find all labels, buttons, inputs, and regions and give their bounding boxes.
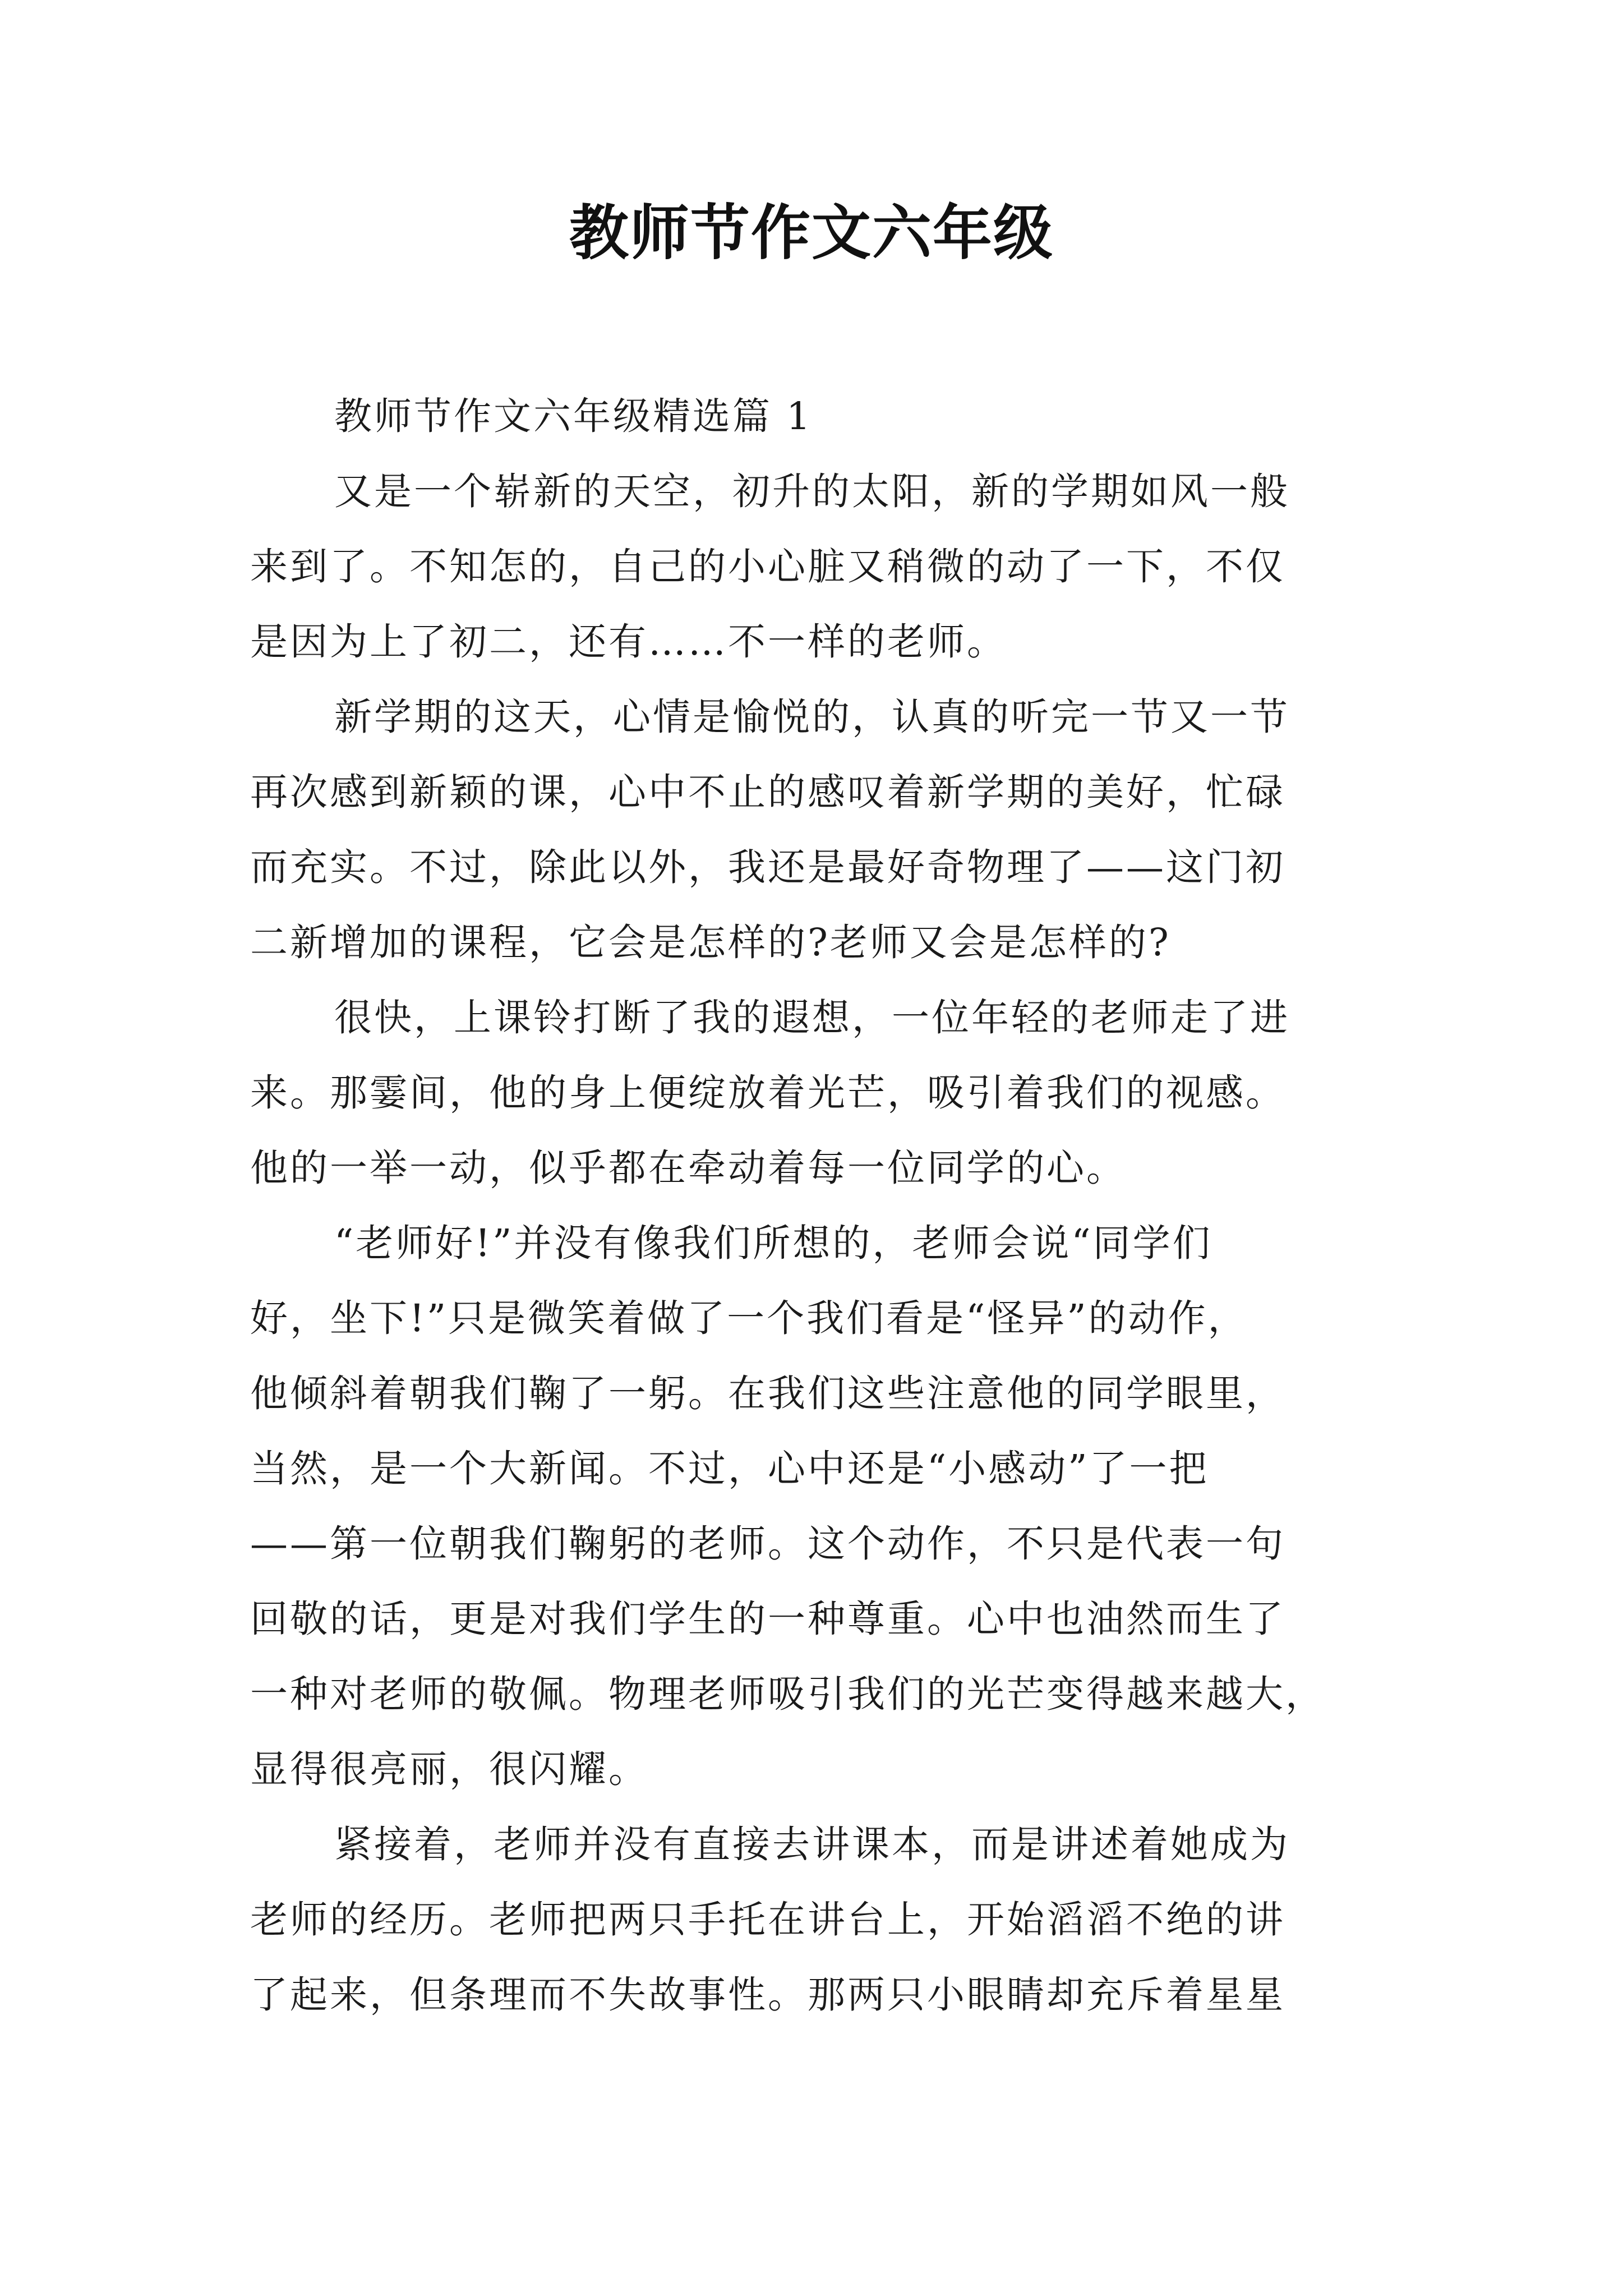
- paragraph-line: 一种对老师的敬佩。物理老师吸引我们的光芒变得越来越大，: [250, 1672, 1325, 1716]
- paragraph-line: 紧接着，老师并没有直接去讲课本，而是讲述着她成为: [334, 1823, 1290, 1866]
- paragraph-line: “老师好!”并没有像我们所想的，老师会说“同学们: [334, 1221, 1212, 1265]
- document-body: [250, 379, 1377, 2032]
- paragraph-line: ——第一位朝我们鞠躬的老师。这个动作，不只是代表一句: [250, 1522, 1285, 1566]
- paragraph-line: 来。那霎间，他的身上便绽放着光芒，吸引着我们的视感。: [250, 1071, 1285, 1115]
- paragraph-line: 而充实。不过，除此以外，我还是最好奇物理了——这门初: [250, 845, 1285, 889]
- paragraph-line: 很快，上课铃打断了我的遐想，一位年轻的老师走了进: [334, 996, 1290, 1039]
- paragraph-line: 了起来，但条理而不失故事性。那两只小眼睛却充斥着星星: [250, 1973, 1285, 2017]
- paragraph-line: 他的一举一动，似乎都在牵动着每一位同学的心。: [250, 1146, 1126, 1190]
- paragraph-line: 当然，是一个大新闻。不过，心中还是“小感动”了一把: [250, 1447, 1209, 1490]
- paragraph-line: 又是一个崭新的天空，初升的太阳，新的学期如风一般: [334, 470, 1290, 513]
- paragraph-line: 再次感到新颖的课，心中不止的感叹着新学期的美好，忙碌: [250, 770, 1285, 814]
- paragraph-line: 好，坐下!”只是微笑着做了一个我们看是“怪异”的动作，: [250, 1296, 1248, 1340]
- section-heading: 教师节作文六年级精选篇 1: [334, 394, 813, 438]
- paragraph-line: 来到了。不知怎的，自己的小心脏又稍微的动了一下，不仅: [250, 545, 1285, 588]
- paragraph-line: 显得很亮丽，很闪耀。: [250, 1747, 648, 1791]
- paragraph-line: 是因为上了初二，还有……不一样的老师。: [250, 620, 1007, 664]
- paragraph-line: 二新增加的课程，它会是怎样的?老师又会是怎样的?: [250, 921, 1171, 964]
- paragraph-line: 他倾斜着朝我们鞠了一躬。在我们这些注意他的同学眼里，: [250, 1372, 1285, 1415]
- paragraph-line: 回敬的话，更是对我们学生的一种尊重。心中也油然而生了: [250, 1597, 1285, 1641]
- document-title: 教师节作文六年级: [569, 197, 1054, 268]
- paragraph-line: 老师的经历。老师把两只手托在讲台上，开始滔滔不绝的讲: [250, 1898, 1285, 1941]
- paragraph-line: 新学期的这天，心情是愉悦的，认真的听完一节又一节: [334, 695, 1290, 739]
